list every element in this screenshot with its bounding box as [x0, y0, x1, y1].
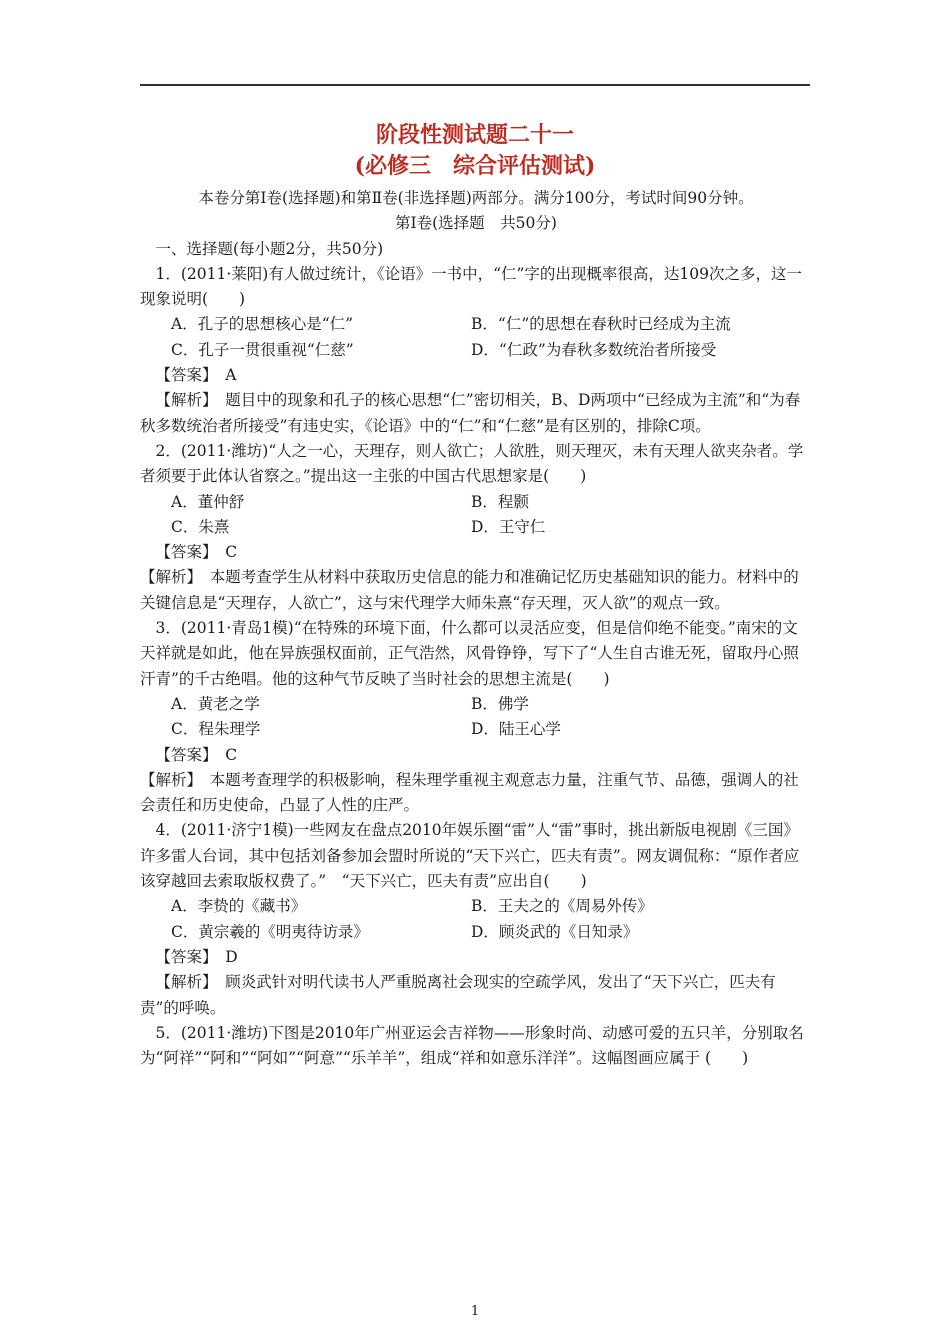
question: [140, 818, 812, 1020]
option-d: D．顾炎武的《日知录》: [471, 922, 639, 941]
options-row: [140, 920, 812, 945]
answer-label: 【答案】: [155, 543, 210, 562]
answer-line: [140, 945, 812, 970]
analysis-label: 【解析】: [155, 391, 210, 410]
option-c: C．朱熹: [171, 517, 230, 536]
question-stem: 4．(2011·济宁1模)一些网友在盘点2010年娱乐圈“雷”人“雷”事时，挑出新版电视剧《三国》许多雷人台词，其中包括刘备参加会盟时所说的“天下兴亡，匹夫有责”。网友调侃称：“原作者应该穿越回去索取版权费了。” “天下兴亡，匹夫有责”应出自( ): [140, 821, 800, 891]
option-a: A．黄老之学: [171, 694, 260, 713]
analysis-text: 本题考查理学的积极影响，程朱理学重视主观意志力量，注重气节、品德，强调人的社会责任和历史使命，凸显了人性的庄严。: [140, 770, 799, 815]
answer-label: 【答案】: [155, 947, 210, 966]
option-b: B．“仁”的思想在春秋时已经成为主流: [471, 315, 731, 334]
analysis-text: 本题考查学生从材料中获取历史信息的能力和准确记忆历史基础知识的能力。材料中的关键信息是“天理存，人欲亡”，这与宋代理学大师朱熹“存天理，灭人欲”的观点一致。: [140, 568, 799, 612]
options-row: [140, 312, 812, 337]
option-a: A．孔子的思想核心是“仁”: [171, 315, 354, 334]
answer-label: 【答案】: [155, 745, 210, 764]
option-b: B．佛学: [471, 694, 529, 713]
analysis-text: 顾炎武针对明代读书人严重脱离社会现实的空疏学风，发出了“天下兴亡，匹夫有责”的呼唤。: [140, 973, 776, 1017]
answer-value: C: [225, 543, 238, 562]
analysis-line: [140, 768, 812, 819]
question-stem: 2．(2011·潍坊)“人之一心，天理存，则人欲亡；人欲胜，则天理灭，未有天理人欲夹杂者。学者须要于此体认省察之。”提出这一主张的中国古代思想家是( ): [140, 441, 804, 486]
options-row: [140, 692, 812, 717]
options-row: [140, 894, 812, 919]
analysis-line: [140, 970, 812, 1021]
analysis-label: 【解析】: [155, 973, 210, 992]
option-d: D．陆王心学: [471, 720, 561, 739]
question: [140, 439, 812, 616]
options-row: [140, 515, 812, 540]
option-a: A．李贽的《藏书》: [171, 897, 307, 916]
option-c: C．程朱理学: [171, 720, 261, 739]
option-b: B．程颢: [471, 492, 529, 511]
intro-text: 本卷分第Ⅰ卷(选择题)和第Ⅱ卷(非选择题)两部分。满分100分，考试时间90分钟。: [198, 189, 754, 207]
analysis-text: 题目中的现象和孔子的核心思想“仁”密切相关，B、D两项中“已经成为主流”和“为春秋多数统治者所接受”有违史实，《论语》中的“仁”和“仁慈”是有区别的，排除C项。: [140, 391, 801, 435]
option-c: C．黄宗羲的《明夷待访录》: [171, 922, 369, 941]
answer-line: [140, 363, 812, 388]
page-subtitle: (必修三 综合评估测试): [354, 153, 596, 179]
options-row: [140, 717, 812, 742]
document-body: [140, 186, 812, 1071]
section-title: 一、选择题(每小题2分，共50分): [155, 239, 384, 258]
options-row: [140, 338, 812, 363]
option-a: A．董仲舒: [171, 492, 245, 511]
question-stem: 1．(2011·莱阳)有人做过统计，《论语》一书中，“仁”字的出现概率很高，达109次之多，这一现象说明( ): [140, 264, 803, 309]
top-rule: [140, 84, 810, 86]
question-stem: 3．(2011·青岛1模)“在特殊的环境下面，什么都可以灵活应变，但是信仰绝不能变。”南宋的文天祥就是如此，他在异族强权面前，正气浩然，风骨铮铮，写下了“人生自古谁无死，留取丹心照汗青”的千古绝唱。他的这种气节反映了当时社会的思想主流是( ): [140, 619, 799, 688]
answer-label: 【答案】: [155, 366, 210, 385]
options-row: [140, 490, 812, 515]
analysis-label: 【解析】: [140, 568, 195, 587]
question: [140, 616, 812, 818]
question-stem: 5．(2011·潍坊)下图是2010年广州亚运会吉祥物——形象时尚、动感可爱的五只羊，分别取名为“阿祥”“阿和”“阿如”“阿意”“乐羊羊”，组成“祥和如意乐洋洋”。这幅图画应属于 ( ): [140, 1023, 804, 1068]
answer-line: [140, 540, 812, 565]
option-d: D．王守仁: [471, 517, 546, 536]
answer-value: D: [225, 947, 238, 966]
question: [140, 262, 812, 439]
analysis-line: [140, 388, 812, 439]
answer-value: A: [225, 366, 237, 385]
option-b: B．王夫之的《周易外传》: [471, 897, 653, 916]
part-title: 第Ⅰ卷(选择题 共50分): [395, 214, 557, 233]
analysis-label: 【解析】: [140, 770, 195, 789]
page-title: 阶段性测试题二十一: [375, 122, 574, 148]
page-number: 1: [470, 1304, 480, 1319]
question: [140, 1021, 812, 1072]
option-d: D．“仁政”为春秋多数统治者所接受: [471, 340, 717, 359]
answer-value: C: [225, 745, 238, 764]
option-c: C．孔子一贯很重视“仁慈”: [171, 340, 354, 359]
analysis-line: [140, 565, 812, 616]
answer-line: [140, 743, 812, 768]
